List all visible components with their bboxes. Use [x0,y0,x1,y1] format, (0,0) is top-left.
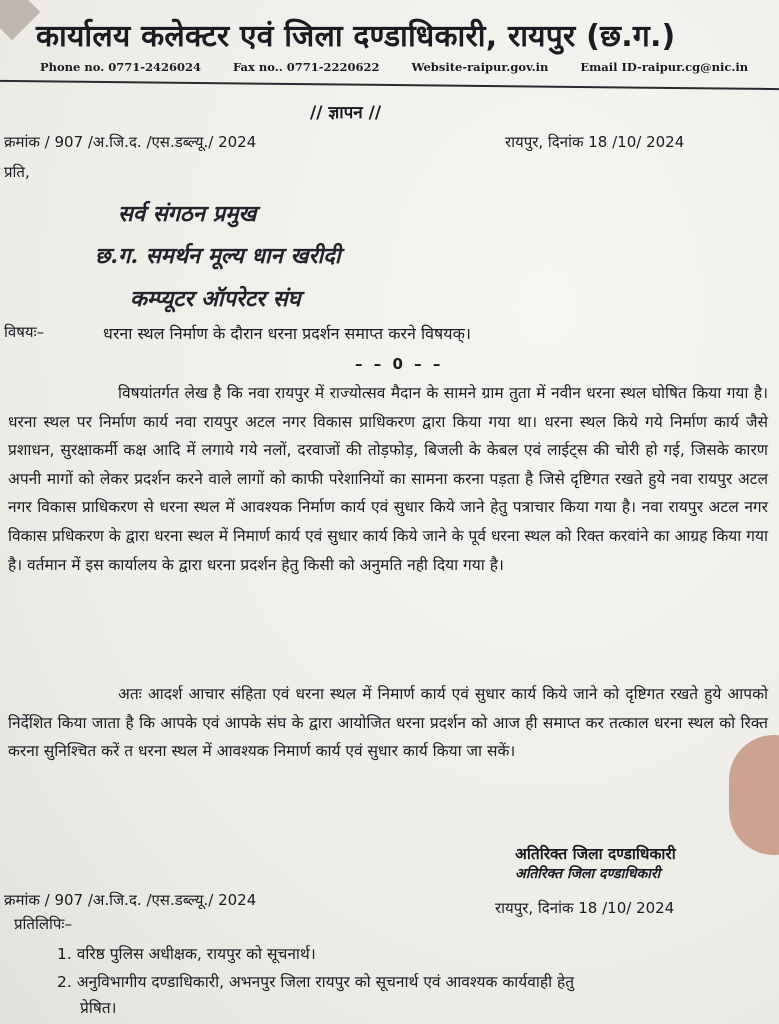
copy-item-1: 1. वरिष्ठ पुलिस अधीक्षक, रायपुर को सूचनार्थ। [57,945,316,963]
phone-number: Phone no. 0771-2426024 [40,60,201,74]
signatory-stamp: अतिरिक्त जिला दण्डाधिकारी [515,866,661,882]
subject-label: विषयः– [4,323,45,341]
addressee-line-2: छ.ग. समर्थन मूल्य धान खरीदी [95,243,341,269]
office-title: कार्यालय कलेक्टर एवं जिला दण्डाधिकारी, रायपुर (छ.ग.) [36,19,676,54]
memo-heading: // ज्ञापन // [310,103,382,123]
copy-item-2-continued: प्रेषित। [80,999,117,1017]
to-label: प्रति, [4,163,30,181]
paragraph-2-text: अतः आदर्श आचार संहिता एवं धरना स्थल में निमार्ण कार्य एवं सुधार कार्य किये जाने को दृष्टिगत रखते हुये आपको निर्देशित किया जाता है कि आपके एवं आपके संघ के द्वारा आयोजित धरना प्रदर्शन को आज ही समाप्त कर तत्काल धरना स्थल को रिक्त करना सुनिश्चित करें त धरना स्थल में आवश्यक निमार्ण कार्य एवं सुधार कार्य किया जा सकें। [8,685,768,761]
addressee-line-3: कम्प्यूटर ऑपरेटर संघ [130,286,301,312]
fax-number: Fax no.. 0771-2220622 [233,60,380,74]
copy-label: प्रतिलिपिः– [14,915,72,933]
copy-reference-number: क्रमांक / 907 /अ.जि.द. /एस.डब्ल्यू./ 2024 [4,891,257,909]
addressee-line-1: सर्व संगठन प्रमुख [118,201,257,227]
memo-date: रायपुर, दिनांक 18 /10/ 2024 [505,133,685,151]
email: Email ID-raipur.cg@nic.in [580,60,749,74]
body-paragraph-1 [8,379,768,579]
signatory-designation: अतिरिक्त जिला दण्डाधिकारी [515,845,676,863]
reference-number: क्रमांक / 907 /अ.जि.द. /एस.डब्ल्यू./ 2024 [4,133,257,151]
contact-info [40,60,776,74]
torn-corner [0,0,40,40]
copy-item-2: 2. अनुविभागीय दण्डाधिकारी, अभनपुर जिला रायपुर को सूचनार्थ एवं आवश्यक कार्यवाही हेतु [57,973,575,991]
subject-text: धरना स्थल निर्माण के दौरान धरना प्रदर्शन समाप्त करने विषयक्। [103,324,471,343]
body-paragraph-2 [8,680,768,766]
separator: – – 0 – – [355,355,444,373]
paragraph-1-text: विषयांतर्गत लेख है कि नवा रायपुर में राज्योत्सव मैदान के सामने ग्राम तुता में नवीन धरना स्थल घोषित किया गया है। धरना स्थल पर निर्माण कार्य नवा रायपुर अटल नगर विकास प्राधिकरण द्वारा किया गया था। धरना स्थल किये गये निर्माण कार्य जैसे प्रशाधन, सुरक्षाकर्मी कक्ष आदि में लगाये गये नलों, दरवाजों की तोड़फोड़, बिजली के केबल एवं लाईट्स की चोरी हो गई, जिसके कारण अपनी मागों को लेकर प्रदर्शन करने वाले लागों को काफी परेशानियों का सामना करना पड़ता है जिसे दृष्टिगत रखते हुये नवा रायपुर अटल नगर विकास प्राधिकरण से धरना स्थल में आवश्यक निर्माण कार्य एवं सुधार किये जाने हेतु पत्राचार किया गया है। नवा रायपुर अटल नगर विकास प्रधिकरण के द्वारा धरना स्थल में निमार्ण कार्य एवं सुधार कार्य किये जाने के पूर्व धरना स्थल को रिक्त करवांने का आग्रह किया गया है। वर्तमान में इस कार्यालय के द्वारा धरना प्रदर्शन हेतु किसी को अनुमति नही दिया गया है। [8,384,768,574]
thumb-in-photo [729,735,779,855]
copy-date: रायपुर, दिनांक 18 /10/ 2024 [495,899,675,917]
website: Website-raipur.gov.in [411,60,549,74]
header-rule [0,80,779,90]
